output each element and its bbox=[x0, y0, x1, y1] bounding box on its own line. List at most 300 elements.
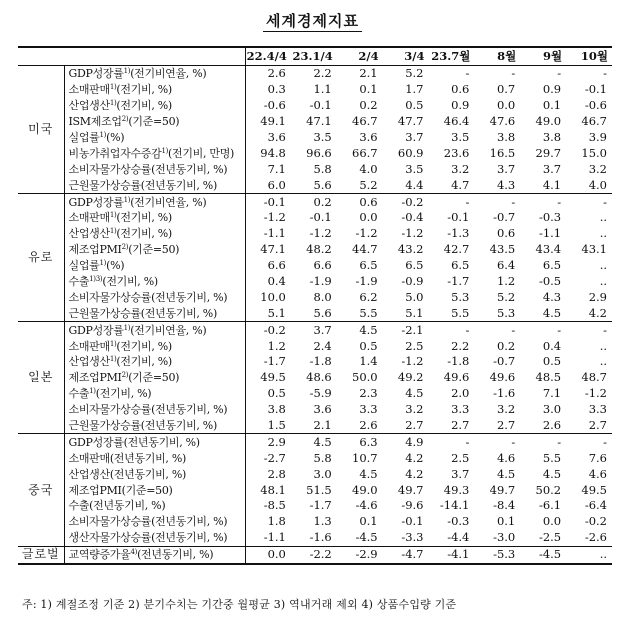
region-label: 글로벌 bbox=[18, 546, 64, 563]
indicator-unit: (전기비, %) bbox=[95, 387, 152, 401]
indicator-cell bbox=[64, 242, 245, 258]
value-cell: -0.2 bbox=[584, 514, 607, 529]
value-cell: 4.3 bbox=[542, 289, 562, 304]
indicator-cell bbox=[64, 546, 245, 563]
indicator-cell bbox=[64, 226, 245, 242]
value-cell: 3.6 bbox=[359, 130, 378, 144]
value-cell: 2.3 bbox=[359, 386, 378, 401]
value-cell: 4.5 bbox=[542, 305, 562, 320]
value-cell: 5.1 bbox=[267, 305, 286, 320]
table-row bbox=[18, 498, 612, 514]
indicator-unit: (전년동기비, %) bbox=[151, 515, 228, 529]
table-row bbox=[18, 210, 612, 226]
value-cell: 3.8 bbox=[267, 402, 286, 417]
value-cell: -1.2 bbox=[263, 210, 286, 225]
value-cell: .. bbox=[599, 354, 607, 369]
value-cell: 4.6 bbox=[588, 466, 607, 481]
value-cell: 43.5 bbox=[489, 242, 516, 257]
value-cell: 0.2 bbox=[359, 98, 378, 113]
value-cell: 7.1 bbox=[542, 386, 562, 401]
value-cell: 0.7 bbox=[496, 82, 516, 97]
value-cell: 3.8 bbox=[496, 130, 516, 144]
indicator-label: 산업생산 bbox=[68, 467, 110, 481]
value-cell: -8.4 bbox=[493, 498, 516, 513]
value-cell: 50.2 bbox=[535, 482, 562, 497]
indicator-label: 소비자물가상승률 bbox=[68, 162, 152, 176]
column-header: 23.7월 bbox=[429, 47, 475, 66]
value-cell: 48.5 bbox=[535, 370, 562, 385]
footnote-ref: 1) bbox=[123, 323, 131, 332]
indicator-cell bbox=[64, 161, 245, 177]
value-cell: 2.6 bbox=[359, 418, 378, 433]
value-cell: - bbox=[520, 194, 566, 210]
value-cell: 3.0 bbox=[313, 466, 332, 481]
value-cell: -1.3 bbox=[447, 226, 470, 241]
value-cell: 49.1 bbox=[260, 114, 286, 129]
value-cell: -3.3 bbox=[401, 530, 424, 545]
value-cell: 2.4 bbox=[313, 338, 332, 353]
value-cell: -8.5 bbox=[263, 498, 286, 513]
value-cell: -0.9 bbox=[401, 274, 424, 289]
value-cell: -1.2 bbox=[309, 226, 332, 241]
value-cell: -1.7 bbox=[309, 498, 332, 513]
indicator-label: 소매판매 bbox=[68, 451, 110, 465]
value-cell: - bbox=[429, 66, 475, 82]
value-cell: 4.0 bbox=[359, 161, 378, 176]
value-cell: 5.3 bbox=[451, 289, 470, 304]
value-cell: 3.0 bbox=[542, 402, 562, 417]
indicator-label: 산업생산 bbox=[68, 227, 110, 241]
indicator-unit: (기준=50) bbox=[128, 115, 180, 129]
value-cell: 47.7 bbox=[397, 114, 424, 129]
value-cell: .. bbox=[599, 226, 607, 241]
value-cell: -4.5 bbox=[355, 530, 378, 545]
value-cell: 4.5 bbox=[359, 466, 378, 481]
indicator-unit: (전기비, %) bbox=[116, 99, 172, 113]
value-cell: -0.1 bbox=[309, 210, 332, 225]
value-cell: 6.5 bbox=[542, 258, 562, 273]
indicator-cell bbox=[64, 498, 245, 514]
indicator-cell bbox=[64, 98, 245, 114]
value-cell: 4.5 bbox=[496, 466, 516, 481]
indicator-cell bbox=[64, 482, 245, 498]
value-cell: 47.1 bbox=[306, 114, 332, 129]
table-row bbox=[18, 130, 612, 146]
indicator-label: 소매판매 bbox=[68, 339, 110, 353]
indicator-cell bbox=[64, 530, 245, 546]
value-cell: 3.5 bbox=[313, 130, 332, 144]
table-row bbox=[18, 194, 612, 210]
value-cell: 48.1 bbox=[260, 482, 286, 497]
value-cell: 1.4 bbox=[359, 354, 378, 369]
indicator-cell bbox=[64, 114, 245, 130]
table-row bbox=[18, 386, 612, 402]
value-cell: 0.2 bbox=[291, 194, 337, 210]
value-cell: 7.6 bbox=[588, 450, 607, 465]
indicator-label: 산업생산 bbox=[68, 99, 110, 113]
value-cell: -1.6 bbox=[309, 530, 332, 545]
indicator-unit: (전기비, %) bbox=[116, 339, 172, 353]
indicator-unit: (전년동기비, %) bbox=[109, 467, 186, 481]
value-cell: 4.3 bbox=[496, 177, 516, 192]
table-row bbox=[18, 289, 612, 305]
value-cell: 5.2 bbox=[359, 177, 378, 192]
indicator-cell bbox=[64, 434, 245, 450]
value-cell: 2.6 bbox=[245, 66, 291, 82]
footnote: 주: 1) 계절조정 기준 2) 분기수치는 기간중 월평균 3) 역내거래 제외 4) 상품수입량 기준 bbox=[22, 598, 457, 611]
value-cell: 2.9 bbox=[588, 289, 607, 304]
indicator-cell bbox=[64, 402, 245, 418]
indicator-label: 소비자물가상승률 bbox=[68, 290, 152, 304]
value-cell: .. bbox=[599, 338, 607, 353]
value-cell: 6.5 bbox=[359, 258, 378, 273]
indicator-cell bbox=[64, 274, 245, 290]
value-cell: 2.7 bbox=[405, 418, 424, 433]
table-row bbox=[18, 242, 612, 258]
value-cell: .. bbox=[566, 546, 612, 563]
value-cell: 48.7 bbox=[581, 370, 607, 385]
value-cell: -1.1 bbox=[263, 226, 286, 241]
value-cell: 47.1 bbox=[260, 242, 286, 257]
indicator-label: 소비자물가상승률 bbox=[68, 515, 152, 529]
value-cell: 4.2 bbox=[405, 450, 424, 465]
value-cell: - bbox=[474, 194, 520, 210]
column-header: 22.4/4 bbox=[245, 47, 291, 66]
value-cell: - bbox=[520, 434, 566, 450]
value-cell: 6.6 bbox=[313, 258, 332, 273]
value-cell: 49.0 bbox=[535, 114, 562, 129]
indicator-unit: (%) bbox=[106, 259, 125, 273]
value-cell: -5.3 bbox=[474, 546, 520, 563]
indicator-cell bbox=[64, 450, 245, 466]
indicator-unit: (전년동기비, %) bbox=[109, 451, 186, 465]
value-cell: 3.2 bbox=[451, 161, 470, 176]
value-cell: -2.6 bbox=[584, 530, 607, 545]
table-row bbox=[18, 418, 612, 434]
indicator-unit: (기준=50) bbox=[128, 243, 180, 257]
value-cell: 5.0 bbox=[405, 289, 424, 304]
column-header: 9월 bbox=[520, 47, 566, 66]
column-header: 3/4 bbox=[383, 47, 429, 66]
value-cell: - bbox=[474, 434, 520, 450]
value-cell: 29.7 bbox=[535, 145, 562, 160]
value-cell: .. bbox=[599, 258, 607, 273]
value-cell: -1.2 bbox=[355, 226, 378, 241]
indicator-label: 제조업PMI bbox=[68, 243, 122, 257]
region-label: 유로 bbox=[18, 194, 64, 322]
value-cell: -4.5 bbox=[520, 546, 566, 563]
value-cell: 23.6 bbox=[443, 145, 470, 160]
table-row bbox=[18, 546, 612, 563]
indicator-label: 산업생산 bbox=[68, 355, 110, 369]
table-row bbox=[18, 338, 612, 354]
value-cell: 49.6 bbox=[489, 370, 516, 385]
indicator-cell bbox=[64, 514, 245, 530]
value-cell: 4.5 bbox=[291, 434, 337, 450]
footnote-ref: 2) bbox=[121, 371, 129, 380]
indicator-unit: (전년동기비, %) bbox=[140, 178, 217, 192]
table-row bbox=[18, 161, 612, 177]
value-cell: 1.2 bbox=[496, 274, 516, 289]
value-cell: 3.5 bbox=[405, 161, 424, 176]
indicator-unit: (전기비연율, %) bbox=[130, 67, 207, 81]
indicator-label: 제조업PMI bbox=[68, 483, 122, 497]
value-cell: -1.2 bbox=[401, 354, 424, 369]
value-cell: 3.7 bbox=[291, 322, 337, 338]
indicator-unit: (전기비연율, %) bbox=[130, 195, 207, 209]
footnote-ref: 2) bbox=[121, 243, 129, 252]
value-cell: 46.7 bbox=[352, 114, 378, 129]
value-cell: -0.1 bbox=[401, 514, 424, 529]
table-row bbox=[18, 434, 612, 450]
value-cell: 6.6 bbox=[267, 258, 286, 273]
value-cell: -0.5 bbox=[538, 274, 562, 289]
value-cell: 5.2 bbox=[496, 289, 516, 304]
indicator-unit: (전년동기비, %) bbox=[151, 531, 228, 545]
value-cell: -0.6 bbox=[263, 98, 286, 113]
indicator-label: GDP성장률 bbox=[68, 435, 124, 449]
footnote-ref: 1) bbox=[109, 99, 117, 108]
value-cell: 0.6 bbox=[496, 226, 516, 241]
indicator-cell bbox=[64, 210, 245, 226]
table-row bbox=[18, 145, 612, 161]
value-cell: 5.1 bbox=[405, 305, 424, 320]
value-cell: - bbox=[474, 66, 520, 82]
indicator-label: 소비자물가상승률 bbox=[68, 403, 152, 417]
indicator-unit: (전년동기비, %) bbox=[151, 162, 228, 176]
indicator-label: 근원물가상승률 bbox=[68, 178, 141, 192]
indicator-cell bbox=[64, 145, 245, 161]
footnote-ref: 1)3) bbox=[89, 275, 103, 284]
value-cell: 44.7 bbox=[352, 242, 378, 257]
value-cell: 4.5 bbox=[542, 466, 562, 481]
value-cell: -1.1 bbox=[263, 530, 286, 545]
value-cell: -4.1 bbox=[429, 546, 475, 563]
value-cell: 48.2 bbox=[306, 242, 332, 257]
table-row bbox=[18, 66, 612, 82]
indicator-table bbox=[18, 46, 612, 565]
value-cell: 3.2 bbox=[405, 402, 424, 417]
value-cell: 43.4 bbox=[535, 242, 562, 257]
value-cell: - bbox=[429, 434, 475, 450]
value-cell: 43.2 bbox=[397, 242, 424, 257]
value-cell: -2.7 bbox=[263, 450, 286, 465]
value-cell: -5.9 bbox=[309, 386, 332, 401]
value-cell: 3.5 bbox=[451, 130, 470, 144]
value-cell: 0.1 bbox=[359, 82, 378, 97]
value-cell: 3.3 bbox=[359, 402, 378, 417]
value-cell: 2.2 bbox=[451, 338, 470, 353]
table-row bbox=[18, 226, 612, 242]
indicator-label: GDP성장률 bbox=[68, 67, 124, 81]
indicator-unit: (기준=50) bbox=[121, 483, 173, 497]
value-cell: 3.7 bbox=[542, 161, 562, 176]
value-cell: 0.1 bbox=[496, 514, 516, 529]
value-cell: 6.3 bbox=[337, 434, 383, 450]
value-cell: 6.0 bbox=[267, 177, 286, 192]
value-cell: - bbox=[566, 434, 612, 450]
header-row bbox=[18, 47, 612, 66]
value-cell: -1.2 bbox=[584, 386, 607, 401]
indicator-unit: (전년동기비, %) bbox=[140, 306, 217, 320]
indicator-cell bbox=[64, 338, 245, 354]
value-cell: 16.5 bbox=[489, 145, 516, 160]
value-cell: - bbox=[520, 66, 566, 82]
indicator-label: 제조업PMI bbox=[68, 371, 122, 385]
value-cell: 49.7 bbox=[397, 482, 424, 497]
value-cell: 1.8 bbox=[267, 514, 286, 529]
value-cell: 5.6 bbox=[313, 177, 332, 192]
value-cell: 48.6 bbox=[306, 370, 332, 385]
value-cell: -6.4 bbox=[584, 498, 607, 513]
value-cell: 0.0 bbox=[542, 514, 562, 529]
value-cell: 3.9 bbox=[588, 130, 607, 144]
value-cell: 3.6 bbox=[313, 402, 332, 417]
value-cell: 0.0 bbox=[245, 546, 291, 563]
indicator-label: ISM제조업 bbox=[68, 115, 122, 129]
value-cell: - bbox=[566, 194, 612, 210]
value-cell: 4.2 bbox=[405, 466, 424, 481]
value-cell: 49.5 bbox=[260, 370, 286, 385]
value-cell: 2.6 bbox=[542, 418, 562, 433]
value-cell: 10.7 bbox=[352, 450, 378, 465]
value-cell: 51.5 bbox=[306, 482, 332, 497]
value-cell: 0.0 bbox=[359, 210, 378, 225]
value-cell: 49.3 bbox=[443, 482, 470, 497]
table-row bbox=[18, 98, 612, 114]
value-cell: 4.7 bbox=[451, 177, 470, 192]
indicator-cell bbox=[64, 305, 245, 321]
column-header: 23.1/4 bbox=[291, 47, 337, 66]
value-cell: 6.5 bbox=[405, 258, 424, 273]
value-cell: 7.1 bbox=[267, 161, 286, 176]
value-cell: 46.4 bbox=[443, 114, 470, 129]
value-cell: 47.6 bbox=[489, 114, 516, 129]
value-cell: 42.7 bbox=[443, 242, 470, 257]
footnote-ref: 1) bbox=[109, 355, 117, 364]
value-cell: 0.4 bbox=[542, 338, 562, 353]
footnote-ref: 1) bbox=[109, 83, 117, 92]
value-cell: 2.1 bbox=[337, 66, 383, 82]
indicator-unit: (전기비, %) bbox=[116, 211, 172, 225]
value-cell: -0.1 bbox=[309, 98, 332, 113]
table-row bbox=[18, 82, 612, 98]
indicator-cell bbox=[64, 370, 245, 386]
value-cell: 94.8 bbox=[260, 145, 286, 160]
value-cell: 2.8 bbox=[267, 466, 286, 481]
indicator-label: 소매판매 bbox=[68, 83, 110, 97]
value-cell: 2.5 bbox=[451, 450, 470, 465]
value-cell: 3.7 bbox=[405, 130, 424, 144]
value-cell: 6.5 bbox=[451, 258, 470, 273]
value-cell: 10.0 bbox=[260, 289, 286, 304]
indicator-label: GDP성장률 bbox=[68, 195, 124, 209]
indicator-label: 실업률 bbox=[68, 131, 100, 144]
value-cell: 0.2 bbox=[496, 338, 516, 353]
indicator-cell bbox=[64, 130, 245, 146]
region-label: 일본 bbox=[18, 322, 64, 434]
footnote-ref: 1) bbox=[109, 339, 117, 348]
footnote-ref: 4) bbox=[130, 548, 138, 557]
value-cell: 3.6 bbox=[267, 130, 286, 144]
value-cell: 4.9 bbox=[383, 434, 429, 450]
table-row bbox=[18, 370, 612, 386]
value-cell: 1.1 bbox=[313, 82, 332, 97]
indicator-unit: (기준=50) bbox=[128, 371, 180, 385]
value-cell: -1.9 bbox=[309, 274, 332, 289]
value-cell: 2.5 bbox=[405, 338, 424, 353]
value-cell: 3.7 bbox=[451, 466, 470, 481]
indicator-cell bbox=[64, 466, 245, 482]
indicator-cell bbox=[64, 322, 245, 338]
indicator-label: 소매판매 bbox=[68, 211, 110, 225]
value-cell: 0.0 bbox=[496, 98, 516, 113]
value-cell: 3.2 bbox=[496, 402, 516, 417]
indicator-label: 수출 bbox=[68, 275, 90, 289]
value-cell: -1.7 bbox=[263, 354, 286, 369]
value-cell: -1.8 bbox=[309, 354, 332, 369]
value-cell: -2.1 bbox=[383, 322, 429, 338]
value-cell: -0.3 bbox=[538, 210, 562, 225]
value-cell: 1.7 bbox=[405, 82, 424, 97]
value-cell: -0.2 bbox=[383, 194, 429, 210]
value-cell: 49.0 bbox=[352, 482, 378, 497]
table-row bbox=[18, 274, 612, 290]
value-cell: 0.1 bbox=[359, 514, 378, 529]
indicator-label: 실업률 bbox=[68, 259, 100, 273]
value-cell: - bbox=[566, 66, 612, 82]
value-cell: 3.2 bbox=[588, 161, 607, 176]
value-cell: 3.7 bbox=[496, 161, 516, 176]
value-cell: 50.0 bbox=[352, 370, 378, 385]
value-cell: 8.0 bbox=[313, 289, 332, 304]
value-cell: 66.7 bbox=[352, 145, 378, 160]
indicator-cell bbox=[64, 258, 245, 274]
indicator-unit: (전기비, %) bbox=[116, 83, 172, 97]
value-cell: - bbox=[429, 194, 475, 210]
column-header: 2/4 bbox=[337, 47, 383, 66]
value-cell: 2.2 bbox=[291, 66, 337, 82]
value-cell: 0.6 bbox=[451, 82, 470, 97]
value-cell: - bbox=[566, 322, 612, 338]
value-cell: 3.8 bbox=[542, 130, 562, 144]
value-cell: 4.1 bbox=[542, 177, 562, 192]
value-cell: 2.7 bbox=[588, 418, 607, 433]
value-cell: -9.6 bbox=[401, 498, 424, 513]
indicator-label: 근원물가상승률 bbox=[68, 419, 141, 433]
value-cell: 6.4 bbox=[496, 258, 516, 273]
value-cell: -2.9 bbox=[337, 546, 383, 563]
region-label: 중국 bbox=[18, 434, 64, 546]
value-cell: 49.7 bbox=[489, 482, 516, 497]
value-cell: - bbox=[474, 322, 520, 338]
value-cell: -14.1 bbox=[439, 498, 470, 513]
region-label: 미국 bbox=[18, 66, 64, 194]
value-cell: 5.3 bbox=[496, 305, 516, 320]
value-cell: -1.2 bbox=[401, 226, 424, 241]
indicator-cell bbox=[64, 177, 245, 193]
column-header: 8월 bbox=[474, 47, 520, 66]
value-cell: -4.7 bbox=[383, 546, 429, 563]
value-cell: 2.9 bbox=[245, 434, 291, 450]
table-row bbox=[18, 354, 612, 370]
value-cell: 0.5 bbox=[267, 386, 286, 401]
value-cell: - bbox=[520, 322, 566, 338]
value-cell: -0.1 bbox=[245, 194, 291, 210]
value-cell: 0.5 bbox=[359, 338, 378, 353]
value-cell: 5.6 bbox=[313, 305, 332, 320]
indicator-label: 비농가취업자수증감 bbox=[68, 146, 162, 160]
